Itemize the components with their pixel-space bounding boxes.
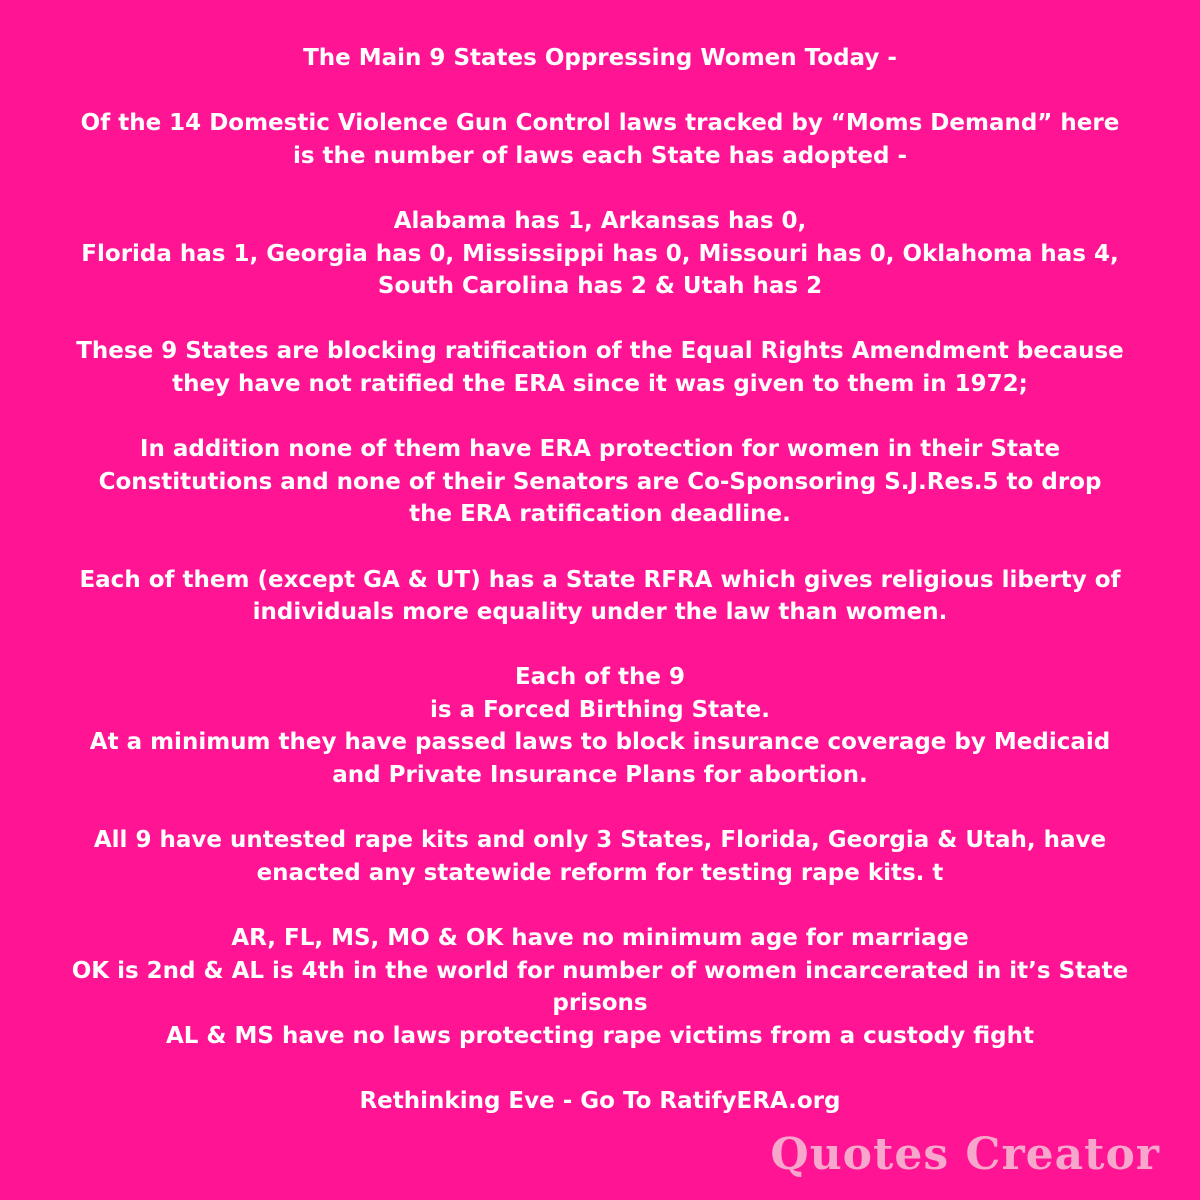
paragraph-line: and Private Insurance Plans for abortion.: [332, 762, 868, 789]
paragraph-line: Of the 14 Domestic Violence Gun Control laws tracked by “Moms Demand” here: [80, 110, 1120, 137]
paragraph-line: enacted any statewide reform for testing rape kits. t: [256, 859, 944, 886]
watermark-quotes-creator: Quotes Creator: [770, 1129, 1160, 1180]
quote-paragraph: [30, 205, 1170, 303]
paragraph-line: AR, FL, MS, MO & OK have no minimum age for marriage: [231, 925, 969, 952]
paragraph-line: Florida has 1, Georgia has 0, Mississippi has 0, Missouri has 0, Oklahoma has 4,: [81, 240, 1119, 267]
paragraph-line: they have not ratified the ERA since it was given to them in 1972;: [172, 370, 1028, 397]
quote-text-block: [30, 42, 1170, 1150]
paragraph-line: South Carolina has 2 & Utah has 2: [377, 273, 823, 300]
paragraph-line: the ERA ratification deadline.: [409, 501, 791, 528]
paragraph-line: Each of them (except GA & UT) has a State RFRA which gives religious liberty of: [79, 566, 1121, 593]
paragraph-line: In addition none of them have ERA protection for women in their State: [139, 436, 1061, 463]
quote-title: [30, 42, 1170, 75]
paragraph-line: is the number of laws each State has adopted -: [292, 142, 908, 169]
quote-paragraph: [30, 661, 1170, 791]
paragraph-line: is a Forced Birthing State.: [429, 696, 770, 723]
quote-paragraph: [30, 1085, 1170, 1118]
quote-paragraph: [30, 922, 1170, 1052]
quote-paragraph: [30, 564, 1170, 629]
quote-paragraphs: [30, 107, 1170, 1117]
paragraph-line: prisons: [552, 990, 648, 1017]
paragraph-line: OK is 2nd & AL is 4th in the world for number of women incarcerated in it’s State: [71, 957, 1129, 984]
title-line: The Main 9 States Oppressing Women Today -: [303, 45, 897, 71]
paragraph-line: Constitutions and none of their Senators are Co-Sponsoring S.J.Res.5 to drop: [98, 468, 1102, 495]
quote-paragraph: [30, 107, 1170, 172]
paragraph-line: individuals more equality under the law than women.: [252, 599, 948, 626]
quote-paragraph: [30, 335, 1170, 400]
paragraph-line: Each of the 9: [514, 664, 686, 691]
paragraph-line: These 9 States are blocking ratification of the Equal Rights Amendment because: [76, 338, 1124, 365]
paragraph-line: AL & MS have no laws protecting rape victims from a custody fight: [165, 1022, 1035, 1049]
paragraph-line: Rethinking Eve - Go To RatifyERA.org: [359, 1088, 841, 1114]
quote-paragraph: [30, 824, 1170, 889]
paragraph-line: All 9 have untested rape kits and only 3 States, Florida, Georgia & Utah, have: [93, 827, 1107, 854]
quote-paragraph: [30, 433, 1170, 531]
paragraph-line: At a minimum they have passed laws to block insurance coverage by Medicaid: [89, 729, 1111, 756]
paragraph-line: Alabama has 1, Arkansas has 0,: [393, 207, 807, 234]
